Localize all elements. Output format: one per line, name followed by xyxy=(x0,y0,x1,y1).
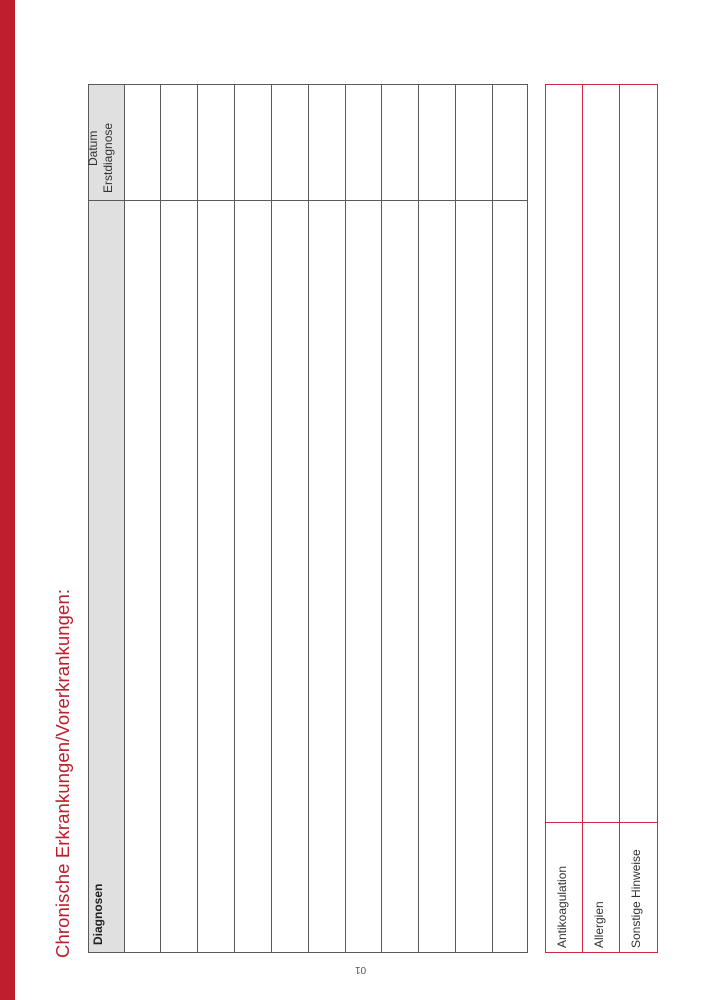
table-header-column xyxy=(89,85,125,952)
table-row-line xyxy=(271,85,272,952)
header-datum: Datum xyxy=(86,130,100,166)
diagnoses-table xyxy=(88,84,528,953)
page-number: 01 xyxy=(355,964,367,975)
red-margin-bar xyxy=(0,0,15,1000)
table-row-line xyxy=(381,85,382,952)
table-row-line xyxy=(308,85,309,952)
page-title: Chronische Erkrankungen/Vorerkrankungen: xyxy=(52,588,73,958)
table-row-line xyxy=(345,85,346,952)
header-erstdiagnose: Erstdiagnose xyxy=(101,122,115,193)
notes-divider xyxy=(546,822,657,823)
table-row-line xyxy=(234,85,235,952)
notes-label-sonstige-hinweise: Sonstige Hinweise xyxy=(629,849,643,948)
notes-label-allergien: Allergien xyxy=(592,901,606,948)
notes-table xyxy=(545,84,658,953)
table-row-line xyxy=(160,85,161,952)
table-row-line xyxy=(455,85,456,952)
notes-label-antikoagulation: Antikoagulation xyxy=(555,865,569,948)
table-row-line xyxy=(418,85,419,952)
table-row-line xyxy=(197,85,198,952)
table-row-line xyxy=(492,85,493,952)
header-diagnosen: Diagnosen xyxy=(91,883,105,945)
